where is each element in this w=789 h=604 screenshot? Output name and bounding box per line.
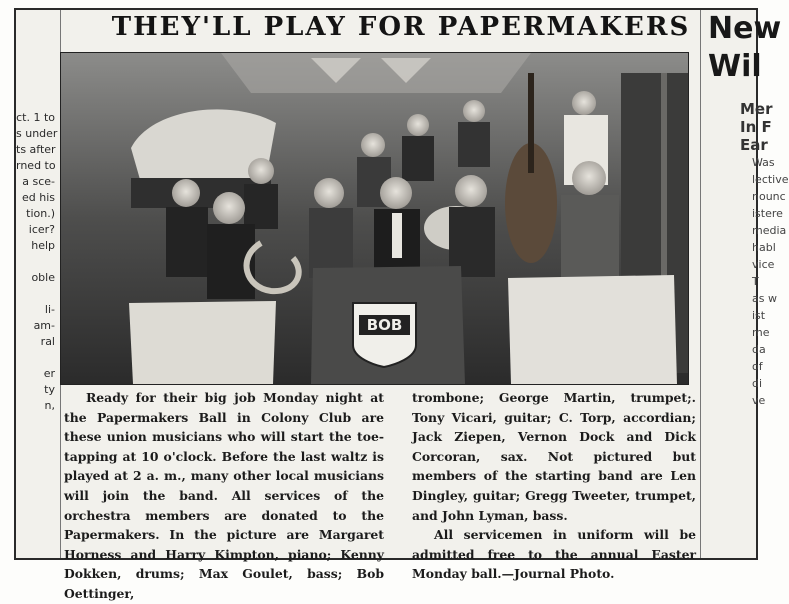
fragment-line: T <box>752 275 759 288</box>
fragment-line: ct. 1 to <box>16 111 55 124</box>
fragment-line: li- <box>44 303 55 316</box>
newspaper-clipping <box>14 8 789 601</box>
fragment-headline: New <box>708 11 782 46</box>
fragment-line: media <box>752 224 787 237</box>
fragment-line: di <box>752 377 763 390</box>
fragment-line: help <box>31 239 55 252</box>
fragment-line: nounc <box>752 190 786 203</box>
fragment-line: of <box>752 360 763 373</box>
caption-column-right <box>412 388 696 584</box>
fragment-subhead: In F <box>740 118 772 136</box>
band-photo-illustration <box>61 53 688 384</box>
caption-column-left <box>64 388 384 604</box>
fragment-line <box>16 286 59 302</box>
fragment-line: ed his <box>21 191 55 204</box>
fragment-subhead: Ear <box>740 136 768 154</box>
fragment-line: ty <box>44 383 55 396</box>
fragment-line: as w <box>752 292 777 305</box>
fragment-subhead: Mer <box>740 100 773 118</box>
caption-paragraph: All servicemen in uniform will be admitted free to the annual Easter Monday ball.—Journal Photo. <box>412 527 696 582</box>
fragment-line: tion.) <box>26 207 55 220</box>
fragment-line: istere <box>752 207 783 220</box>
fragment-line: ve <box>752 394 766 407</box>
caption-paragraph: Ready for their big job Monday night at the Papermakers Ball in Colony Club are these union musicians who will start the toe-tapping at 10 o'clock. Before the last waltz is played at 2 a. m., many other local musicians will join the band. All services of the orchestra members are donated to the Papermakers. In the picture are Margaret Horness and Harry Kimpton, piano; Kenny Dokken, drums; Max Goulet, bass; Bob Oettinger, <box>64 390 384 601</box>
fragment-line: vice <box>752 258 775 271</box>
fragment-line: Was <box>752 156 775 169</box>
fragment-line: me <box>752 326 770 339</box>
fragment-line: habl <box>752 241 776 254</box>
music-stand-left <box>129 301 276 384</box>
fragment-line: da <box>752 343 766 356</box>
fragment-line: s under <box>16 127 58 140</box>
headline: THEY'LL PLAY FOR PAPERMAKERS <box>111 12 691 42</box>
fragment-line: ral <box>40 335 55 348</box>
adjacent-column-left <box>16 110 59 440</box>
fragment-line: icer? <box>28 223 55 236</box>
bob-logo <box>353 303 416 367</box>
band-photo <box>60 52 689 385</box>
fragment-line: n, <box>44 399 55 412</box>
fragment-line <box>16 254 59 270</box>
fragment-line: lective <box>752 173 789 186</box>
adjacent-column-right <box>700 10 789 562</box>
fragment-line: oble <box>31 271 55 284</box>
fragment-line: er <box>43 367 55 380</box>
fragment-line: rned to <box>16 159 56 172</box>
fragment-line: ist <box>752 309 766 322</box>
fragment-line: am- <box>33 319 55 332</box>
fragment-line: a sce- <box>22 175 55 188</box>
music-stand-right <box>508 275 677 384</box>
fragment-headline: Wil <box>708 49 762 84</box>
fragment-line <box>16 414 59 430</box>
caption-paragraph: trombone; George Martin, trumpet;. Tony Vicari, guitar; C. Torp, accordian; Jack Ziepen, Vernon Dock and Dick Corcoran, sax. Not pictured but members of the starting band are Len Dingley, guitar; Gregg Tweeter, trumpet, and John Lyman, bass. <box>412 390 696 523</box>
fragment-line: ts after <box>16 143 56 156</box>
fragment-line <box>16 350 59 366</box>
bob-logo-text: BOB <box>366 316 403 334</box>
